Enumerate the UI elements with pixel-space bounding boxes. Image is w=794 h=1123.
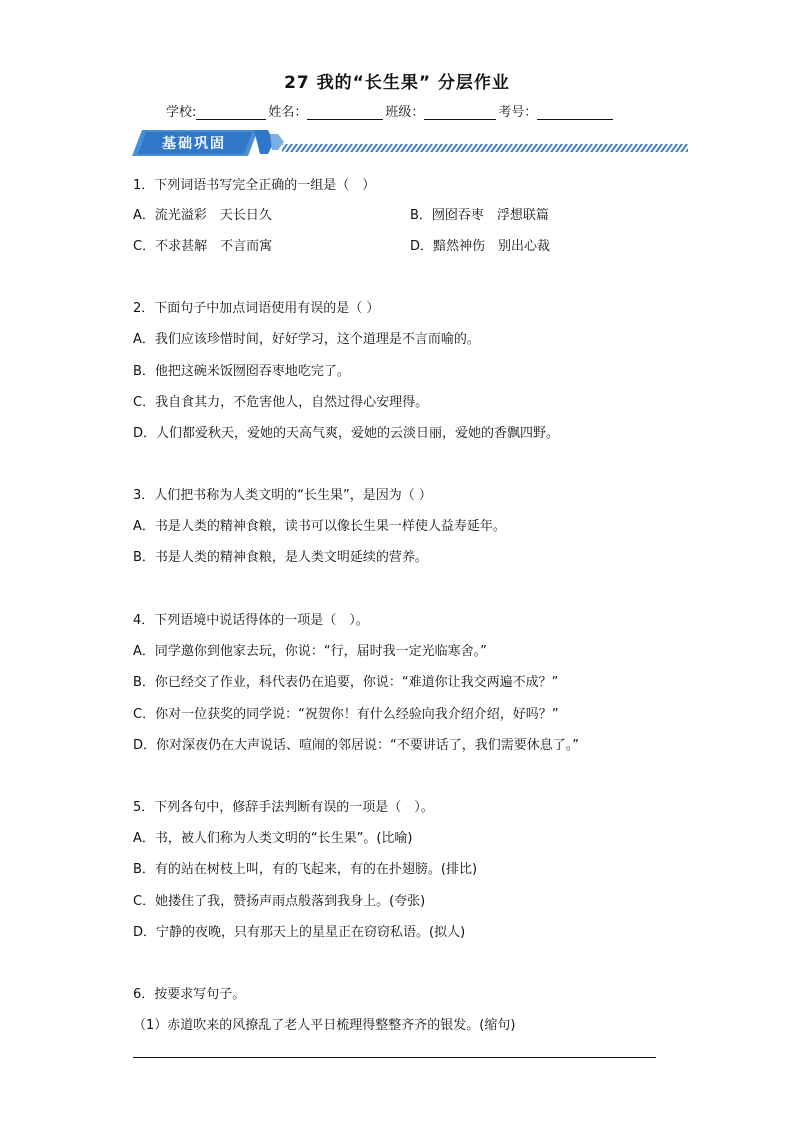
question-3-option-a: A．书是人类的精神食粮，读书可以像长生果一样使人益寿延年。: [133, 519, 506, 534]
question-5-option-b: B．有的站在树枝上叫，有的飞起来，有的在扑翅膀。(排比): [133, 862, 478, 877]
school-label: 学校:: [166, 105, 197, 120]
name-blank[interactable]: [307, 105, 383, 120]
name-label: 姓名：: [268, 105, 308, 120]
question-3-option-b: B．书是人类的精神食粮，是人类文明延续的营养。: [133, 550, 428, 565]
section-banner: [132, 128, 692, 158]
answer-line[interactable]: [133, 1057, 656, 1058]
question-2-option-a: A．我们应该珍惜时间，好好学习，这个道理是不言而喻的。: [133, 332, 480, 347]
question-4-option-b: B．你已经交了作业，科代表仍在追要，你说：“难道你让我交两遍不成？”: [133, 675, 559, 690]
question-5-option-d: D．宁静的夜晚，只有那天上的星星正在窃窃私语。(拟人): [133, 925, 466, 940]
question-2-option-b: B．他把这碗米饭囫囵吞枣地吃完了。: [133, 364, 350, 379]
question-4-option-a: A．同学邀你到他家去玩，你说：“行，届时我一定光临寒舍。”: [133, 644, 487, 659]
question-6-stem: 6．按要求写句子。: [133, 987, 246, 1002]
class-label: 班级：: [385, 105, 425, 120]
exam-no-label: 考号：: [498, 105, 538, 120]
class-blank[interactable]: [424, 105, 496, 120]
question-5-stem: 5．下列各句中，修辞手法判断有误的一项是（ ）。: [133, 800, 434, 815]
exam-no-blank[interactable]: [537, 105, 613, 120]
question-1-option-c: C．不求甚解 不言而寓: [133, 239, 273, 254]
question-2-stem: 2．下面句子中加点词语使用有误的是（ ）: [133, 301, 380, 316]
question-5-option-c: C．她搂住了我，赞扬声雨点般落到我身上。(夸张): [133, 894, 426, 909]
question-1-option-b: B．囫囵吞枣 浮想联篇: [410, 208, 549, 223]
question-5-option-a: A．书，被人们称为人类文明的“长生果”。(比喻): [133, 831, 413, 846]
question-4-option-c: C．你对一位获奖的同学说：“祝贺你！有什么经验向我介绍介绍，好吗？”: [133, 707, 559, 722]
question-2-option-c: C．我自食其力，不危害他人，自然过得心安理得。: [133, 395, 429, 410]
page-title: 27 我的“长生果” 分层作业: [284, 73, 510, 93]
question-1-option-d: D．黯然神伤 别出心裁: [410, 239, 551, 254]
question-6-subitem-1: （1）赤道吹来的风撩乱了老人平日梳理得整整齐齐的银发。(缩句): [133, 1018, 516, 1033]
banner-hatch-stripe: [282, 144, 688, 152]
school-blank[interactable]: [196, 105, 266, 120]
question-4-option-d: D．你对深夜仍在大声说话、喧闹的邻居说：“不要讲话了，我们需要休息了。”: [133, 738, 579, 753]
question-2-option-d: D．人们都爱秋天，爱她的天高气爽，爱她的云淡日丽，爱她的香飘四野。: [133, 426, 560, 441]
banner-arrow-light: [270, 134, 284, 150]
question-4-stem: 4．下列语境中说话得体的一项是（ ）。: [133, 613, 369, 628]
question-1-stem: 1．下列词语书写完全正确的一组是（ ）: [133, 178, 376, 193]
section-title: 基础巩固: [162, 136, 226, 152]
question-1-option-a: A．流光溢彩 天长日久: [133, 208, 272, 223]
question-3-stem: 3．人们把书称为人类文明的“长生果”，是因为（ ）: [133, 488, 432, 503]
student-info-row: [166, 101, 615, 120]
